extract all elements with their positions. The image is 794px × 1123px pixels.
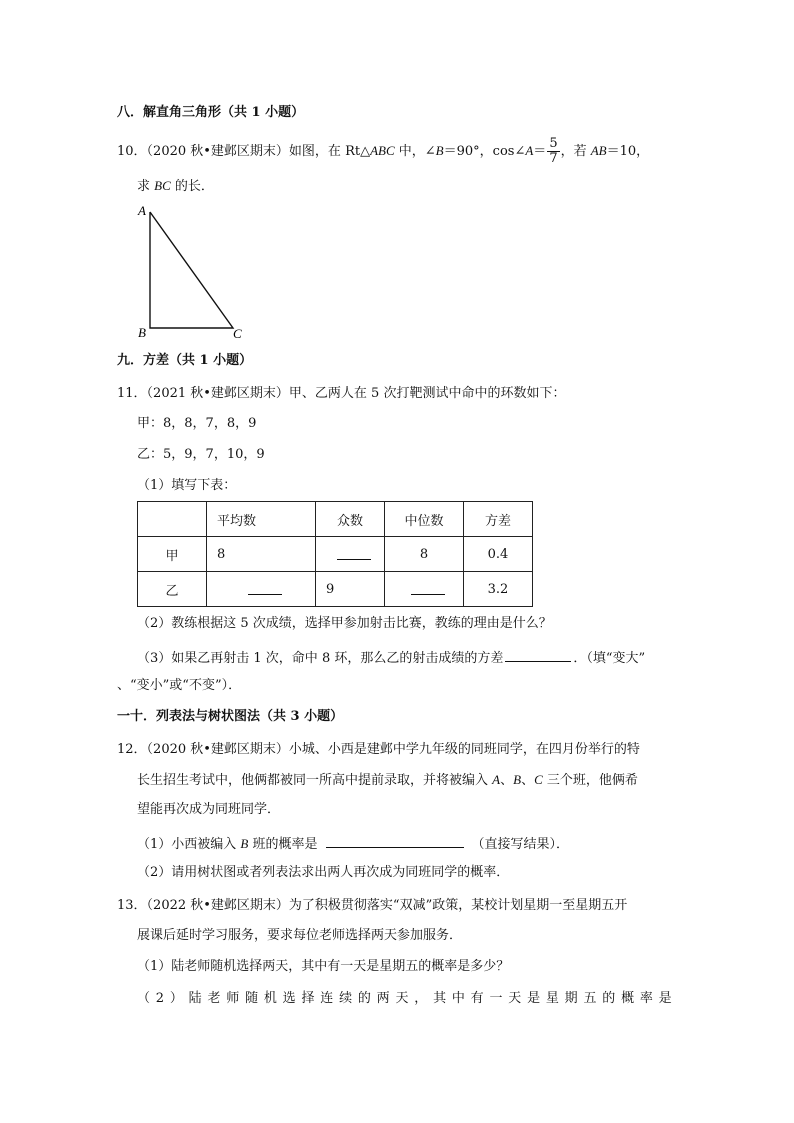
q11-part3-line1: [137, 647, 645, 668]
q11-part3-post: ．（填“变大”: [573, 651, 646, 666]
q12-part1-class-b: B: [240, 836, 249, 851]
q10-fraction: [547, 137, 559, 166]
q11-part1: （1）填写下表：: [137, 478, 237, 493]
table-header-mean: 平均数: [207, 502, 316, 537]
q10-line2-pre: 求: [137, 179, 155, 194]
triangle-shape: [150, 212, 233, 328]
q10-triangle-abc: ABC: [370, 143, 395, 158]
table-header-variance: 方差: [464, 502, 533, 537]
question-10-line2: [137, 177, 214, 196]
score-table: [137, 501, 533, 607]
q12-line2-pre: 长生招生考试中，他俩都被同一所高中提前录取，并将被编入: [137, 773, 493, 788]
jia-mode-blank[interactable]: [337, 545, 371, 560]
q12-part2: （2）请用树状图或者列表法求出两人再次成为同班同学的概率．: [137, 865, 510, 880]
q12-sep2: 、: [521, 773, 535, 788]
q12-line3: 望能再次成为同班同学．: [137, 802, 281, 817]
jia-mode-cell: [316, 537, 385, 572]
yi-median-blank[interactable]: [411, 580, 445, 595]
q10-text-4: ＝10，: [606, 144, 650, 159]
q10-angle-a: A: [525, 143, 534, 158]
question-10-line1: [117, 137, 649, 166]
q11-part2: （2）教练根据这 5 次成绩，选择甲参加射击比赛，教练的理由是什么？: [137, 616, 552, 631]
q10-angle-b: B: [435, 143, 444, 158]
label-a: A: [138, 203, 146, 218]
q10-text-1: 中，∠: [394, 144, 436, 159]
jia-variance: 0.4: [464, 537, 533, 572]
q12-probability-answer-blank[interactable]: [326, 833, 464, 848]
q10-source: （2020 秋•建邺区期末）如图，在 Rt△: [146, 144, 371, 159]
q11-variance-answer-blank[interactable]: [505, 647, 571, 662]
label-c: C: [233, 326, 242, 341]
q12-line2-post: 三个班，他俩希: [542, 773, 638, 788]
yi-mean-cell: [207, 572, 316, 607]
q10-side-ab: AB: [590, 143, 607, 158]
q10-number: 10．: [117, 144, 147, 159]
table-row: [138, 537, 533, 572]
label-b: B: [138, 325, 146, 340]
q13-part1: （1）陆老师随机选择两天，其中有一天是星期五的概率是多少？: [137, 959, 510, 974]
triangle-figure: [130, 200, 260, 345]
q12-part1-pre: （1）小西被编入: [137, 837, 241, 852]
q12-class-b: B: [513, 772, 522, 787]
q12-class-c: C: [534, 772, 543, 787]
yi-median-cell: [385, 572, 464, 607]
question-11-intro: 11．（2021 秋•建邺区期末）甲、乙两人在 5 次打靶测试中命中的环数如下：: [117, 386, 566, 401]
section-11-heading: 一十．列表法与树状图法（共 3 小题）: [117, 709, 344, 724]
q10-side-bc: BC: [154, 178, 171, 193]
q12-line1: 12．（2020 秋•建邺区期末）小城、小西是建邺中学九年级的同班同学，在四月份举行的特: [117, 742, 640, 757]
q13-line1: 13．（2022 秋•建邺区期末）为了积极贯彻落实“双减”政策，某校计划星期一至星期五开: [117, 898, 628, 913]
q12-part1-mid: 班的概率是: [248, 837, 318, 852]
q12-sep1: 、: [500, 773, 514, 788]
row-label-jia: 甲: [138, 537, 207, 572]
jia-median: 8: [385, 537, 464, 572]
jia-mean: 8: [207, 537, 316, 572]
yi-variance: 3.2: [464, 572, 533, 607]
q10-eq: ＝: [533, 144, 547, 159]
row-label-yi: 乙: [138, 572, 207, 607]
q12-part1: [137, 833, 569, 854]
table-row: [138, 572, 533, 607]
q10-line2-post: 的长．: [170, 179, 214, 194]
q13-part2: （2）陆老师随机选择连续的两天，其中有一天是星期五的概率是: [137, 991, 678, 1006]
section-8-heading: 八．解直角三角形（共 1 小题）: [117, 105, 305, 120]
table-header-blank: [138, 502, 207, 537]
q11-part3-line2: 、“变小”或“不变”）．: [117, 678, 242, 693]
q10-text-3: ，若: [560, 144, 591, 159]
q12-line2: [137, 771, 638, 790]
q10-fraction-denominator: 7: [549, 151, 558, 166]
section-9-heading: 九．方差（共 1 小题）: [117, 353, 253, 368]
q13-line2: 展课后延时学习服务，要求每位老师选择两天参加服务．: [137, 928, 463, 943]
q11-yi-scores: 乙：5，9，7，10，9: [137, 447, 265, 462]
table-header-median: 中位数: [385, 502, 464, 537]
yi-mode: 9: [316, 572, 385, 607]
q10-text-2: ＝90°，cos∠: [443, 144, 526, 159]
q10-fraction-numerator: 5: [549, 136, 558, 151]
table-header-mode: 众数: [316, 502, 385, 537]
q11-jia-scores: 甲：8，8，7，8，9: [137, 416, 257, 431]
q12-class-a: A: [492, 772, 501, 787]
yi-mean-blank[interactable]: [248, 580, 282, 595]
q12-part1-post: （直接写结果）．: [471, 837, 570, 852]
table-header-row: [138, 502, 533, 537]
q11-part3-pre: （3）如果乙再射击 1 次，命中 8 环，那么乙的射击成绩的方差: [137, 651, 504, 666]
